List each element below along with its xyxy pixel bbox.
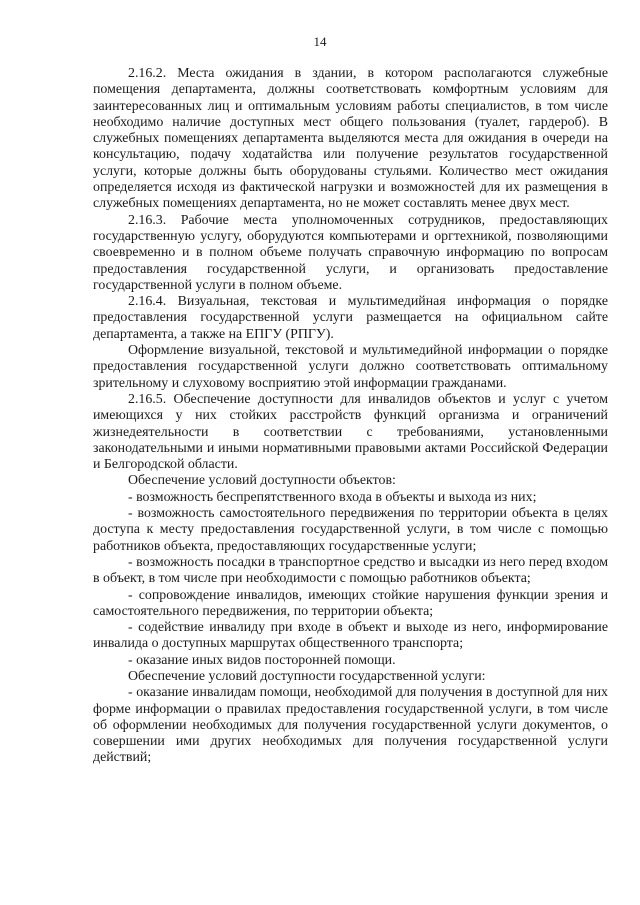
list-item-other-help: - оказание иных видов посторонней помощи. [128, 652, 396, 668]
paragraph-2-16-3: 2.16.3. Рабочие места уполномоченных сотрудников, предоставляющих государственную услугу, оборудуются компьютерами и оргтехникой, позволяющими своевременно и в полном объеме получать справочную информацию по вопросам предоставления государственной услуги, и организовать предоставление государственной услуги в полном объеме. [93, 212, 608, 293]
list-item-assistance-transport-info: - содействие инвалиду при входе в объект и выходе из него, информирование инвалида о доступных маршрутах общественного транспорта; [93, 620, 608, 652]
paragraph-objects-accessibility-heading: Обеспечение условий доступности объектов: [128, 473, 396, 489]
list-item-info-assistance: - оказание инвалидам помощи, необходимой для получения в доступной для них форме информации о правилах предоставления государственной услуги, в том числе об оформлении необходимых для получения государственной услуги документов, о совершении ими других необходимых для получения государственной услуги действий; [93, 685, 608, 766]
list-item-escort: - сопровождение инвалидов, имеющих стойкие нарушения функции зрения и самостоятельного передвижения, по территории объекта; [93, 587, 608, 619]
paragraph-service-accessibility-heading: Обеспечение условий доступности государственной услуги: [128, 668, 486, 684]
paragraph-visual-info-design: Оформление визуальной, текстовой и мультимедийной информации о порядке предоставления государственной услуги должно соответствовать оптимальному зрительному и слуховому восприятию этой информации гражданами. [93, 343, 608, 391]
list-item-independent-movement: - возможность самостоятельного передвижения по территории объекта в целях доступа к месту предоставления государственной услуги, в том числе с помощью работников объекта, предоставляющих государственные услуги; [93, 506, 608, 554]
paragraph-2-16-5: 2.16.5. Обеспечение доступности для инвалидов объектов и услуг с учетом имеющихся у них стойких расстройств функций организма и ограничений жизнедеятельности в соответствии с требованиями, установленными законодательными и иными нормативными правовыми актами Российской Федерации и Белгородской области. [93, 391, 608, 473]
document-body [93, 66, 608, 767]
paragraph-2-16-4: 2.16.4. Визуальная, текстовая и мультимедийная информация о порядке предоставления государственной услуги размещается на официальном сайте департамента, а также на ЕПГУ (РПГУ). [93, 294, 608, 342]
list-item-vehicle-boarding: - возможность посадки в транспортное средство и высадки из него перед входом в объект, в том числе при необходимости с помощью работников объекта; [93, 554, 608, 587]
page-number: 14 [313, 34, 327, 49]
list-item-entry-exit: - возможность беспрепятственного входа в объекты и выхода из них; [128, 489, 537, 505]
paragraph-2-16-2: 2.16.2. Места ожидания в здании, в котором располагаются служебные помещения департамента, должны соответствовать комфортным условиям для заинтересованных лиц и оптимальным условиям работы специалистов, в том числе необходимо наличие доступных мест общего пользования (туалет, гардероб). В служебных помещениях департамента выделяются места для ожидания в очереди на консультацию, подачу ходатайства или получение результатов государственной услуги, которые должны быть оборудованы стульями. Количество мест ожидания определяется исходя из фактической нагрузки и возможностей для их размещения в служебных помещениях департамента, но не может составлять менее двух мест. [93, 66, 608, 212]
